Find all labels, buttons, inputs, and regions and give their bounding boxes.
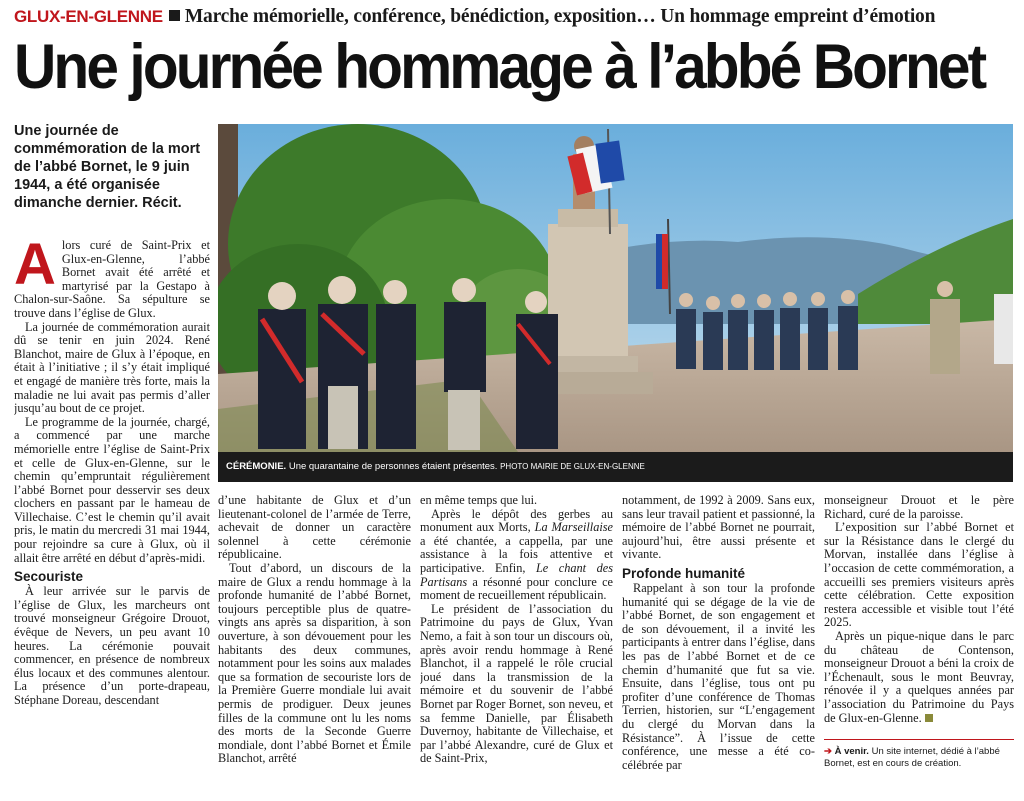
a-venir-box	[824, 739, 1014, 770]
arrow-right-icon: ➔	[824, 746, 835, 758]
article-paragraph: Tout d’abord, un discours de la maire de Glux a rendu hommage à la profonde humanité de l’abbé Bornet, toujours perceptible plus de quatre-vingts ans après sa disparition, à son ouverture, à son dévouement pour les habitants des deux communes, notamment pour les soins aux malades que sa formation de secouriste lors de la Première Guerre mondiale lui avait permis de prodiguer. Deux jeunes filles de la commune ont lu les noms des morts de la Seconde Guerre mondiale, dont l’abbé Bornet et Émile Blanchot, arrêté	[218, 560, 411, 766]
end-mark-icon	[925, 714, 933, 722]
paragraph-text: Après un pique-nique dans le parc du château de Contenson, monseigneur Drouot a béni la croix de l’Échenault, sous le mont Beuvray, rénovée il y a quelques années par l’association du Patrimoine du Pays de Glux-en-Glenne.	[824, 628, 1014, 725]
photo-credit: PHOTO MAIRIE DE GLUX-EN-GLENNE	[500, 462, 645, 471]
ceremony-photo-illustration	[218, 124, 1013, 452]
article-paragraph	[420, 508, 613, 603]
article-paragraph	[14, 239, 210, 321]
kicker	[14, 6, 1014, 32]
a-venir-label: À venir.	[834, 746, 869, 758]
a-venir-text: Un site internet, dédié à l’abbé Bornet, est en cours de création.	[824, 746, 1000, 770]
kicker-location: GLUX-EN-GLENNE	[14, 7, 163, 26]
song-title: La Marseillaise	[534, 520, 613, 535]
article-column-5	[824, 494, 1014, 801]
song-title: Le chant des Partisans	[420, 560, 613, 589]
article-paragraph: La journée de commémoration aurait dû se tenir en juin 2024. René Blanchot, maire de Glux à l’époque, en était à l’initiative ; il s’y était impliqué et engagé de manière très forte, mais la maladie ne lui avait pas permis d’aller jusqu’au bout de ce projet.	[14, 319, 210, 416]
article-paragraph: À leur arrivée sur le parvis de l’église de Glux, les marcheurs ont trouvé monseigneur Grégoire Drouot, évêque de Nevers, un peu avant 10 heures. La cérémonie pouvait commencer, en présence de nombreux élus locaux et des communes alentour. La présence d’un porte-drapeau, Stéphane Doreau, descendant	[14, 584, 210, 707]
kicker-text: Marche mémorielle, conférence, bénédiction, exposition… Un hommage empreint d’émotion	[184, 6, 936, 27]
ceremony-photo	[218, 124, 1013, 452]
article-paragraph: monseigneur Drouot et le père Richard, curé de la paroisse.	[824, 494, 1014, 521]
square-bullet-icon	[169, 10, 180, 21]
article-paragraph: Le président de l’association du Patrimoine du pays de Glux, Yvan Nemo, a fait à son tour un discours où, après avoir rendu hommage à René Blanchot, il a rappelé le rôle crucial joué dans la transmission de la mémoire et du souvenir de l’abbé Bornet par Roger Bornet, son neveu, et sa femme Danielle, par Élisabeth Duvernoy, habitante de Villechaise, et par l’abbé Alexandre, curé de Glux et de Saint-Prix,	[420, 601, 613, 766]
article-column-1	[14, 239, 210, 801]
article-paragraph: en même temps que lui.	[420, 494, 538, 507]
headline: Une journée hommage à l’abbé Bornet	[14, 32, 985, 102]
chapo: Une journée de commémoration de la mort de l’abbé Bornet, le 9 juin 1944, a été organisée dimanche dernier. Récit.	[14, 123, 201, 211]
article-paragraph: L’exposition sur l’abbé Bornet et sur la Résistance dans le clergé du Morvan, installée dans l’église à l’occasion de cette commémoration, a accueilli ses premiers visiteurs après cette célébration. Cette exposition restera accessible et visible tout l’été 2025.	[824, 520, 1014, 630]
article-paragraph: notamment, de 1992 à 2009. Sans eux, sans leur travail patient et passionné, la mémoire de l’abbé Bornet ne pourrait, aujourd’hui, être aussi présente et vivante.	[622, 494, 815, 562]
article-column-2	[218, 494, 411, 801]
paragraph-text: lors curé de Saint-Prix et Glux-en-Glenne, l’abbé Bornet avait été arrêté et martyrisé par la Gestapo à Chalon-sur-Saône. Sa sépulture se trouve dans l’église de Glux.	[14, 239, 210, 320]
caption-label: CÉRÉMONIE.	[226, 461, 287, 472]
paragraph-text: a été chantée, a cappella, par une assistance à la fois attentive et participative. Enfin,	[420, 533, 613, 575]
subheading-secouriste: Secouriste	[14, 569, 84, 585]
article-paragraph: d’une habitante de Glux et d’un lieutenant-colonel de l’armée de Terre, achevait de donner un caractère solennel à cette cérémonie républicaine.	[218, 494, 411, 562]
article-paragraph	[824, 630, 1014, 725]
subheading-profonde-humanite: Profonde humanité	[622, 565, 746, 581]
paragraph-text: Après le dépôt des gerbes au monument aux Morts,	[420, 506, 613, 535]
caption-text: Une quarantaine de personnes étaient présentes.	[286, 461, 501, 472]
photo-caption	[218, 452, 1013, 482]
paragraph-text: a résonné pour conclure ce moment de recueillement républicain.	[420, 574, 613, 603]
article-paragraph: Le programme de la journée, chargé, a commencé par une marche mémorielle entre l’église de Saint-Prix et celle de Glux-en-Glenne, sur le chemin qu’empruntait régulièrement l’abbé Bornet pour desservir ses deux clochers en passant par le hameau de Villechaise. C’est le chemin qu’il avait pris, le matin du mercredi 31 mai 1944, pour rejoindre sa cure à Glux, où il allait être arrêté en début d’après-midi.	[14, 414, 210, 565]
article-column-4	[622, 494, 815, 801]
article-column-3	[420, 494, 613, 801]
dropcap: A	[14, 239, 56, 297]
article-paragraph: Rappelant à son tour la profonde humanité qui se dégage de la vie de l’abbé Bornet, de son engagement et de son dévouement, il a invité les participants à entrer dans l’église, dans les pas de l’abbé Bornet et de ce chemin d’humanité que fut sa vie. Ensuite, dans l’église, tous ont pu profiter d’une conférence de Thomas Terrien, historien, sur “L’engagement du clergé du Morvan dans la Résistance”. À l’issue de cette conférence, une messe a été co-célébrée par	[622, 580, 815, 772]
